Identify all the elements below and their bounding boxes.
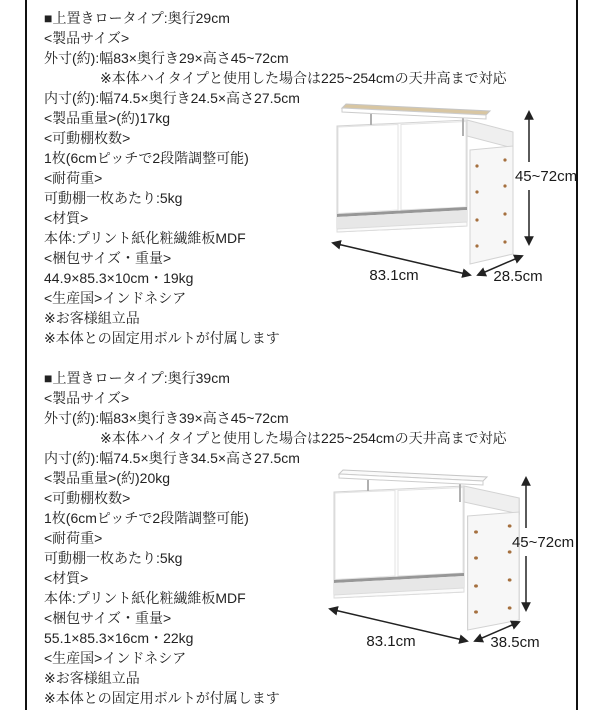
spec-line: <耐荷重> bbox=[44, 530, 103, 546]
spec-line: 内寸(約):幅74.5×奥行き24.5×高さ27.5cm bbox=[44, 90, 300, 106]
spec-line: ※お客様組立品 bbox=[44, 670, 140, 686]
height-dimension-label: 45~72cm bbox=[514, 168, 578, 185]
spec-line: ※本体との固定用ボルトが付属します bbox=[44, 690, 280, 706]
cabinet-door-right bbox=[401, 122, 466, 211]
spec-line: 本体:プリント紙化粧繊維板MDF bbox=[44, 590, 246, 606]
section-title: ■上置きロータイプ:奥行29cm bbox=[44, 10, 230, 26]
spec-line: 可動棚一枚あたり:5kg bbox=[44, 190, 183, 206]
spec-line: 可動棚一枚あたり:5kg bbox=[44, 550, 183, 566]
cabinet-side-panel bbox=[467, 120, 513, 264]
left-frame-line bbox=[25, 0, 27, 710]
spec-line: <梱包サイズ・重量> bbox=[44, 250, 172, 266]
depth-dimension-label: 28.5cm bbox=[493, 268, 543, 285]
cabinet-side-panel bbox=[464, 486, 519, 630]
spec-line: ※本体ハイタイプと使用した場合は225~254cmの天井高まで対応 bbox=[100, 70, 507, 86]
spec-line: 本体:プリント紙化粧繊維板MDF bbox=[44, 230, 246, 246]
height-dimension-label: 45~72cm bbox=[511, 534, 575, 551]
spec-line: 44.9×85.3×10cm・19kg bbox=[44, 270, 194, 286]
product-figure-39 bbox=[312, 446, 582, 658]
spec-line: <製品重量>(約)20kg bbox=[44, 470, 171, 486]
spec-line: 55.1×85.3×16cm・22kg bbox=[44, 630, 194, 646]
spec-line: ※お客様組立品 bbox=[44, 310, 140, 326]
spec-line: <製品サイズ> bbox=[44, 30, 130, 46]
cabinet-diagram bbox=[312, 446, 582, 658]
cabinet-door-left bbox=[335, 491, 395, 580]
spec-line: <材質> bbox=[44, 210, 89, 226]
cabinet-door-left bbox=[338, 125, 398, 214]
spec-line: 外寸(約):幅83×奥行き29×高さ45~72cm bbox=[44, 50, 289, 66]
spec-line: 内寸(約):幅74.5×奥行き34.5×高さ27.5cm bbox=[44, 450, 300, 466]
spec-line: <製品サイズ> bbox=[44, 390, 130, 406]
spec-line: 外寸(約):幅83×奥行き39×高さ45~72cm bbox=[44, 410, 289, 426]
spec-line: 1枚(6cmピッチで2段階調整可能) bbox=[44, 510, 249, 526]
section-title: ■上置きロータイプ:奥行39cm bbox=[44, 370, 230, 386]
spec-line: <梱包サイズ・重量> bbox=[44, 610, 172, 626]
spec-line: <生産国>インドネシア bbox=[44, 290, 187, 306]
spec-line: <材質> bbox=[44, 570, 89, 586]
spec-line: ※本体との固定用ボルトが付属します bbox=[44, 330, 280, 346]
spec-line: <製品重量>(約)17kg bbox=[44, 110, 171, 126]
cabinet-diagram bbox=[315, 80, 585, 292]
product-figure-29 bbox=[315, 80, 585, 292]
cabinet-door-right bbox=[398, 488, 463, 577]
spec-line: <耐荷重> bbox=[44, 170, 103, 186]
spec-line: <生産国>インドネシア bbox=[44, 650, 187, 666]
spec-line: ※本体ハイタイプと使用した場合は225~254cmの天井高まで対応 bbox=[100, 430, 507, 446]
spec-line: <可動棚枚数> bbox=[44, 490, 131, 506]
spec-line: 1枚(6cmピッチで2段階調整可能) bbox=[44, 150, 249, 166]
spec-line: <可動棚枚数> bbox=[44, 130, 131, 146]
depth-dimension-label: 38.5cm bbox=[490, 634, 540, 651]
width-dimension-label: 83.1cm bbox=[366, 633, 416, 650]
width-dimension-label: 83.1cm bbox=[369, 267, 419, 284]
